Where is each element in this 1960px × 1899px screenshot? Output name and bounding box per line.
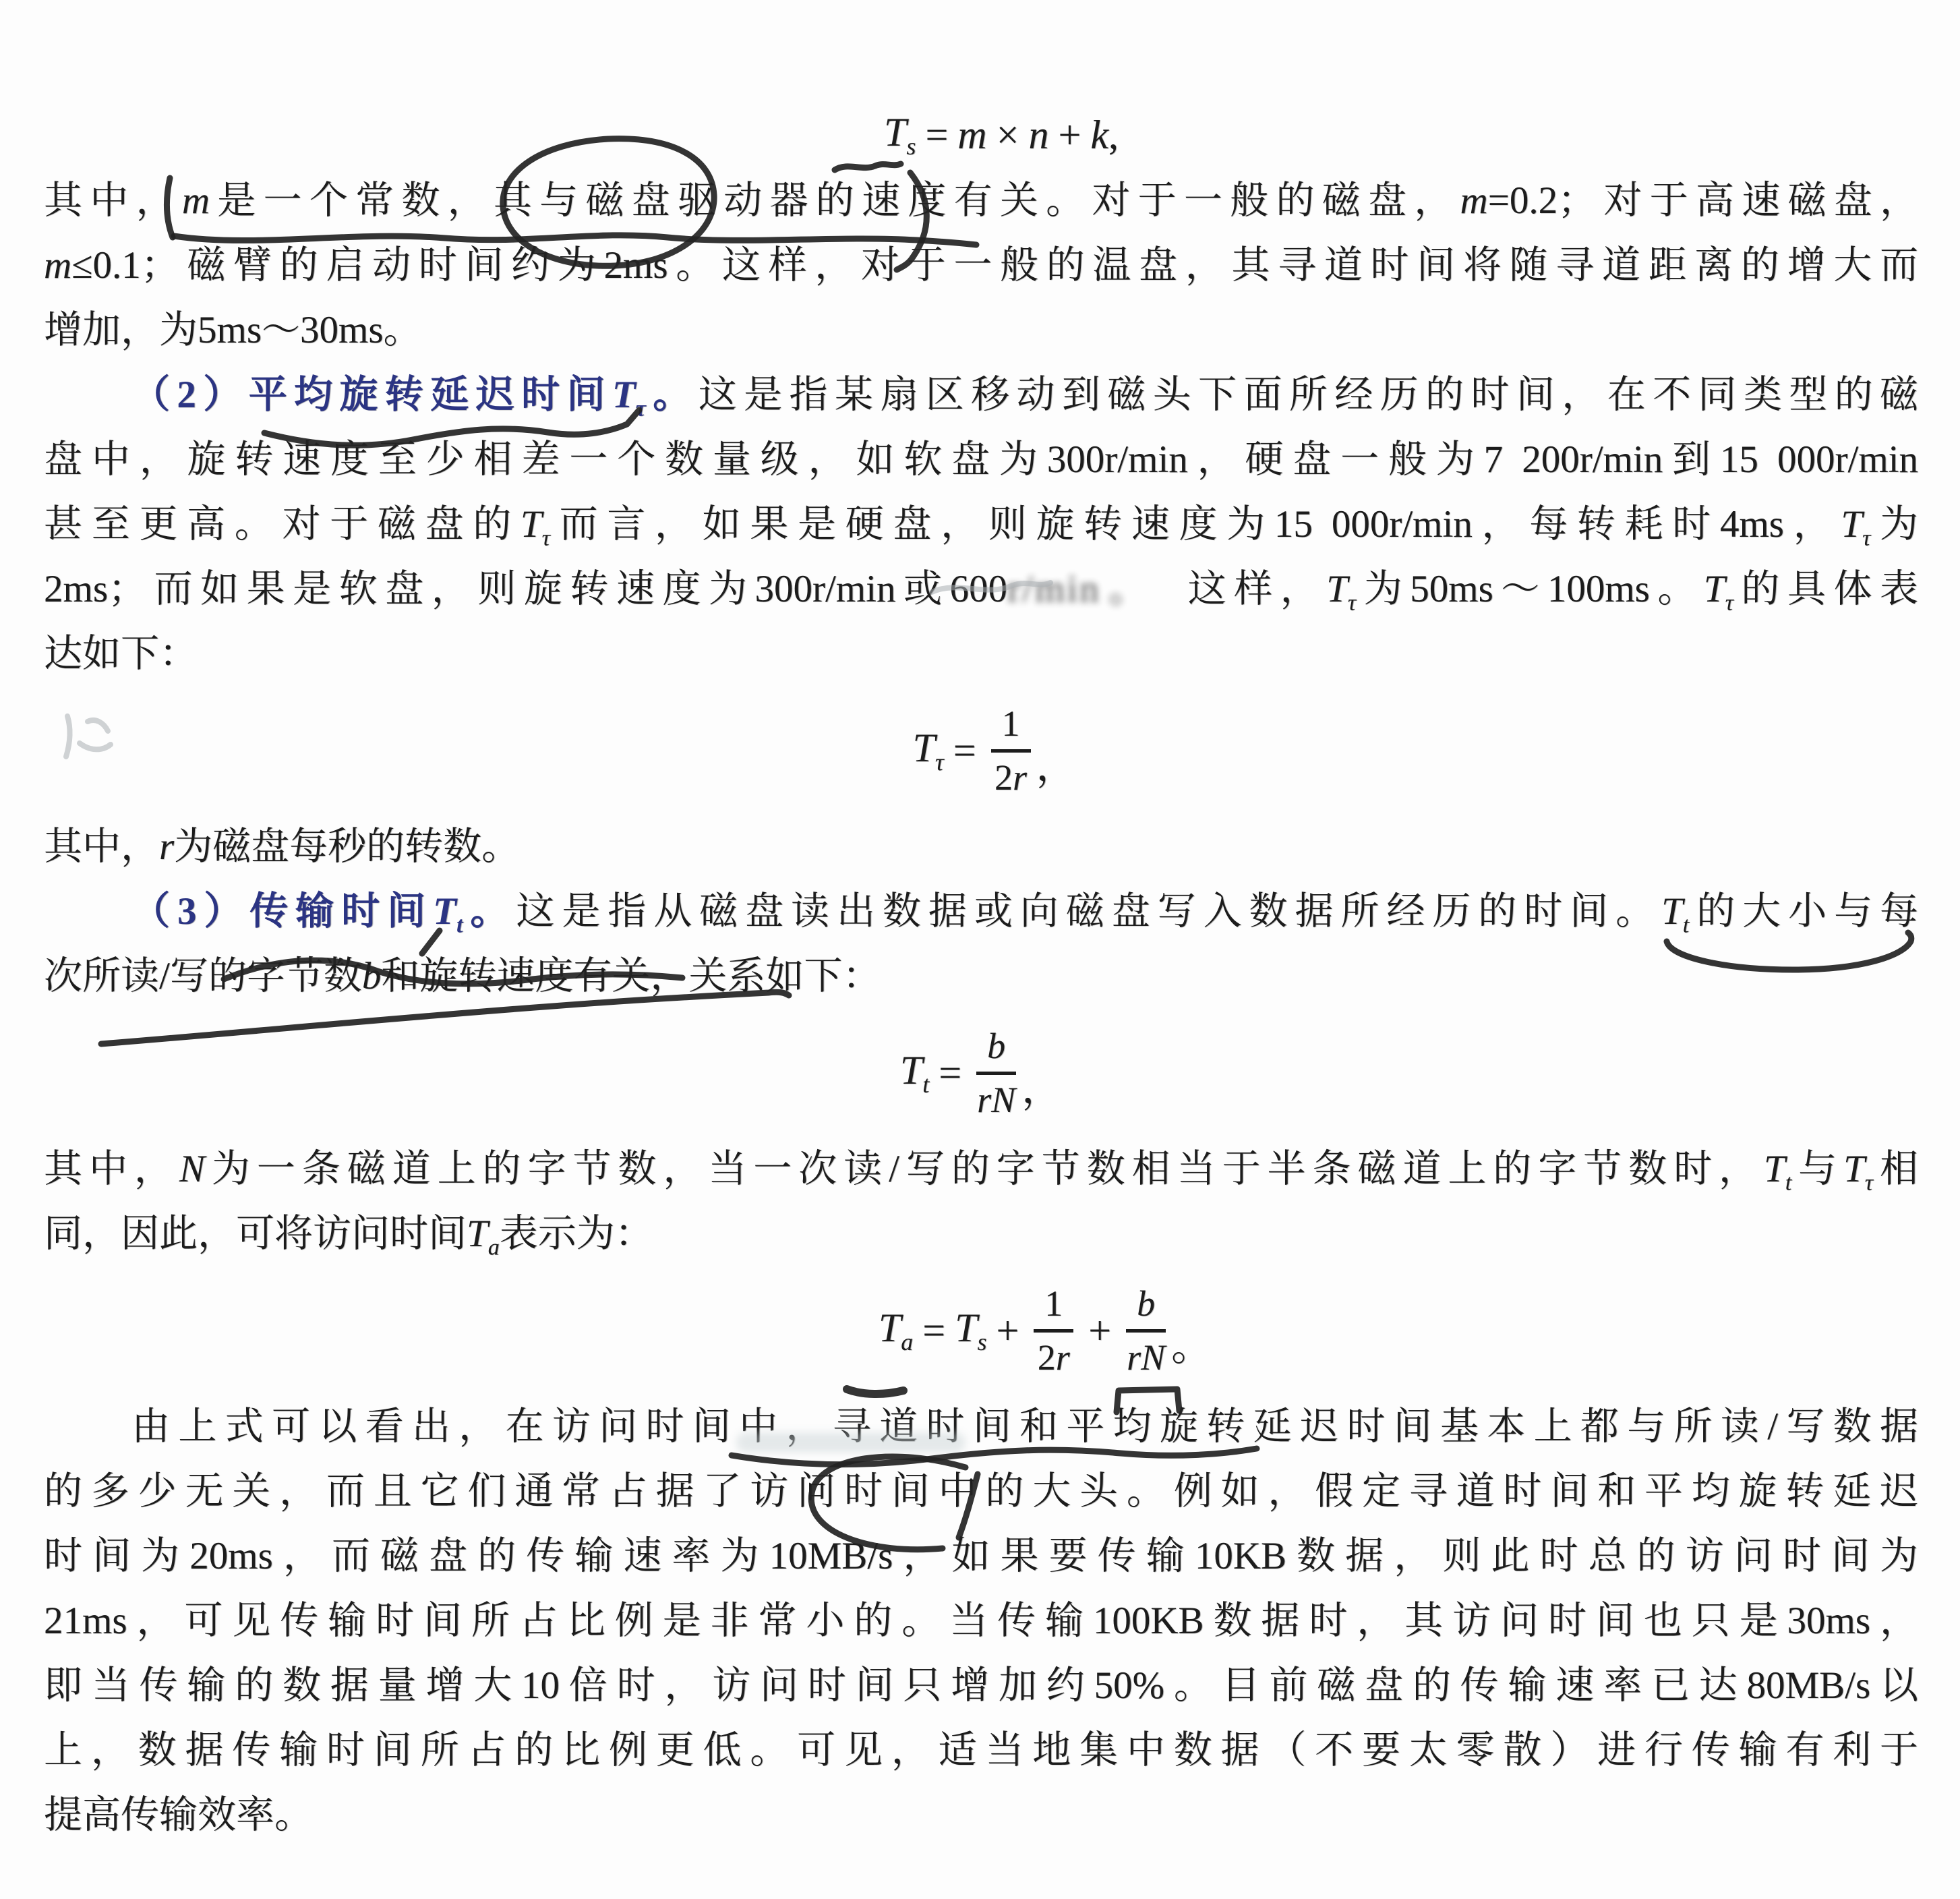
- var-T: T: [520, 503, 542, 546]
- operator: =: [939, 1050, 962, 1095]
- run: =0.2；对于高速磁盘，: [1487, 179, 1919, 222]
- run: 增加，为5ms～30ms。: [44, 309, 422, 351]
- numerator: b: [976, 1027, 1016, 1075]
- line-rotdelay-4: [44, 557, 1918, 622]
- var-T: T: [1661, 890, 1683, 933]
- run: 由上式可以看出，在访问时间中，寻道时间和平均旋转延迟时间基本上都与所读/写数据: [131, 1405, 1918, 1448]
- run: 为一条磁道上的字节数，当一次读/写的字节数相当于半条磁道上的字节数时，: [204, 1148, 1764, 1190]
- heading-var-T: T: [612, 374, 636, 416]
- formula-var-Ts: $T_s$: [884, 110, 916, 160]
- run: 而言，如果是硬盘，则旋转速度为15 000r/min，每转耗时4ms，: [550, 503, 1841, 546]
- sub-tau: τ: [1347, 590, 1357, 616]
- sub-a: a: [487, 1235, 500, 1260]
- formula-var-m: m: [957, 112, 987, 157]
- var-N: N: [179, 1148, 205, 1190]
- run: 这是指某扇区移动到磁头下面所经历的时间，在不同类型的磁: [698, 374, 1919, 416]
- sub-tau: τ: [541, 525, 550, 551]
- denominator: rN: [977, 1079, 1016, 1120]
- section-2-heading: （2）平均旋转延迟时间: [131, 374, 612, 416]
- line-seek-1: [44, 169, 1918, 233]
- fraction-1-over-2r: [1034, 1285, 1073, 1376]
- run: 的多少无关，而且它们通常占据了访问时间中的大头。例如，假定寻道时间和平均旋转延迟: [44, 1470, 1918, 1513]
- operator: +: [1088, 1308, 1112, 1353]
- formula-rotational-delay: [44, 686, 1918, 815]
- run: 为磁盘每秒的转数。: [174, 825, 521, 868]
- var-m: m: [44, 244, 72, 287]
- formula-var-Tt: $T_t$: [899, 1048, 930, 1098]
- formula-transfer-time: [44, 1009, 1918, 1137]
- formula-var-k: k: [1090, 112, 1108, 157]
- line-conclusion-1: [44, 1395, 1918, 1459]
- run: 盘中，旋转速度至少相差一个数量级，如软盘为300r/min，硬盘一般为7 200r/min到15 000r/min: [44, 438, 1918, 481]
- line-conclusion-4: [44, 1589, 1918, 1654]
- line-transfer-heading: [44, 879, 1918, 944]
- var-r: r: [159, 825, 175, 868]
- run: 这样，: [1187, 568, 1327, 610]
- heading-var-T: T: [433, 890, 456, 933]
- run: 其中，: [44, 179, 182, 222]
- run: 上，数据传输时间所占的比例更低。可见，适当地集中数据（不要太零散）进行传输有利于: [44, 1729, 1918, 1772]
- page-content: [44, 101, 1918, 1848]
- operator: +: [996, 1308, 1019, 1353]
- run: 提高传输效率。: [44, 1794, 313, 1836]
- line-access-intro: [44, 1202, 1918, 1266]
- line-seek-2: [44, 233, 1918, 298]
- run: 次所读/写的字节数: [44, 955, 362, 997]
- line-conclusion-2: [44, 1459, 1918, 1524]
- line-transfer-2: [44, 944, 1918, 1009]
- var-b: b: [361, 955, 382, 997]
- run: 其中，: [44, 1148, 179, 1190]
- sub-tau: τ: [1862, 525, 1871, 551]
- heading-sub-tau: τ: [635, 396, 646, 421]
- run: 2ms；而如果是软盘，则旋转速度为300r/min或600: [44, 568, 1008, 610]
- run: 这是指从磁盘读出数据或向磁盘写入数据所经历的时间。: [516, 890, 1662, 933]
- line-seek-3: [44, 298, 1918, 363]
- formula-access-time: [44, 1266, 1918, 1395]
- sub-t: t: [1785, 1170, 1792, 1196]
- run: 相: [1873, 1148, 1918, 1190]
- run: 21ms，可见传输时间所占比例是非常小的。当传输100KB数据时，其访问时间也只是30ms，: [44, 1600, 1918, 1642]
- line-r-definition: [44, 815, 1918, 879]
- line-rotdelay-5: [44, 622, 1918, 686]
- run: 即当传输的数据量增大10倍时，访问时间只增加约50%。目前磁盘的传输速率已达80MB/s以: [44, 1664, 1918, 1707]
- run: 同，因此，可将访问时间: [44, 1213, 467, 1255]
- run: 甚至更高。对于磁盘的: [44, 503, 521, 546]
- fraction-1-over-2r: [991, 705, 1031, 796]
- var-T: T: [1841, 503, 1863, 546]
- sub-tau: τ: [1864, 1170, 1874, 1196]
- line-conclusion-6: [44, 1718, 1918, 1783]
- line-rotdelay-3: [44, 492, 1918, 557]
- section-3-heading: （3）传输时间: [131, 890, 434, 933]
- line-rotdelay-2: [44, 428, 1918, 492]
- run: ≤0.1；磁臂的启动时间约为2ms。这样，对于一般的温盘，其寻道时间将随寻道距离的增大而: [71, 244, 1918, 287]
- formula-var-Ta: $T_a$: [878, 1306, 914, 1355]
- operator: =: [953, 728, 976, 773]
- var-T: T: [1703, 568, 1725, 610]
- smudged-text: r/min。: [1007, 568, 1157, 610]
- numerator: b: [1126, 1285, 1166, 1333]
- formula-var-n: n: [1028, 112, 1049, 157]
- run: 的具体表: [1733, 568, 1919, 610]
- run: 与: [1791, 1148, 1844, 1190]
- section-2-heading-period: 。: [645, 374, 699, 416]
- punctuation: ，: [1036, 744, 1077, 790]
- formula-var-Ts: $T_s$: [955, 1306, 987, 1355]
- fraction-b-over-rN: [976, 1027, 1016, 1119]
- line-rotdelay-heading: [44, 363, 1918, 428]
- run: 为50ms～100ms。: [1356, 568, 1704, 610]
- operator: =: [925, 112, 949, 157]
- var-T: T: [467, 1213, 488, 1255]
- formula-seek-time: [44, 101, 1918, 169]
- run: 是一个常数，其与磁盘驱动器的速度有关。对于一般的磁盘，: [209, 179, 1460, 222]
- run: 的大小与每: [1689, 890, 1919, 933]
- operator: +: [1058, 112, 1081, 157]
- run: 为: [1870, 503, 1919, 546]
- var-m: m: [1460, 179, 1488, 222]
- line-conclusion-7: [44, 1783, 1918, 1848]
- denominator: rN: [1127, 1337, 1166, 1378]
- punctuation: ，: [1021, 1067, 1063, 1112]
- line-conclusion-5: [44, 1654, 1918, 1718]
- run: 时间为20ms，而磁盘的传输速率为10MB/s，如果要传输10KB数据，则此时总的访问时间为: [44, 1535, 1918, 1577]
- operator: ×: [996, 112, 1019, 157]
- denominator: 2r: [994, 757, 1028, 798]
- operator: =: [922, 1308, 946, 1353]
- heading-sub-t: t: [456, 912, 463, 938]
- var-T: T: [1763, 1148, 1785, 1190]
- sub-t: t: [1682, 912, 1690, 938]
- line-conclusion-3: [44, 1524, 1918, 1589]
- formula-var-Ttau: $T_\tau$: [912, 726, 944, 776]
- numerator: 1: [1034, 1285, 1073, 1333]
- denominator: 2r: [1037, 1337, 1070, 1378]
- fraction-b-over-rN: [1126, 1285, 1166, 1376]
- var-T: T: [1843, 1148, 1865, 1190]
- punctuation: 。: [1171, 1324, 1212, 1370]
- var-m: m: [181, 179, 210, 222]
- punctuation: ,: [1108, 112, 1119, 157]
- line-N-definition: [44, 1137, 1918, 1202]
- section-3-heading-period: 。: [463, 890, 516, 933]
- run: 达如下：: [44, 633, 198, 675]
- var-T: T: [1326, 568, 1348, 610]
- run: 和旋转速度有关，关系如下：: [381, 955, 881, 997]
- run: 表示为：: [499, 1213, 653, 1255]
- numerator: 1: [991, 705, 1031, 753]
- sub-tau: τ: [1725, 590, 1733, 616]
- run: 其中，: [44, 825, 159, 868]
